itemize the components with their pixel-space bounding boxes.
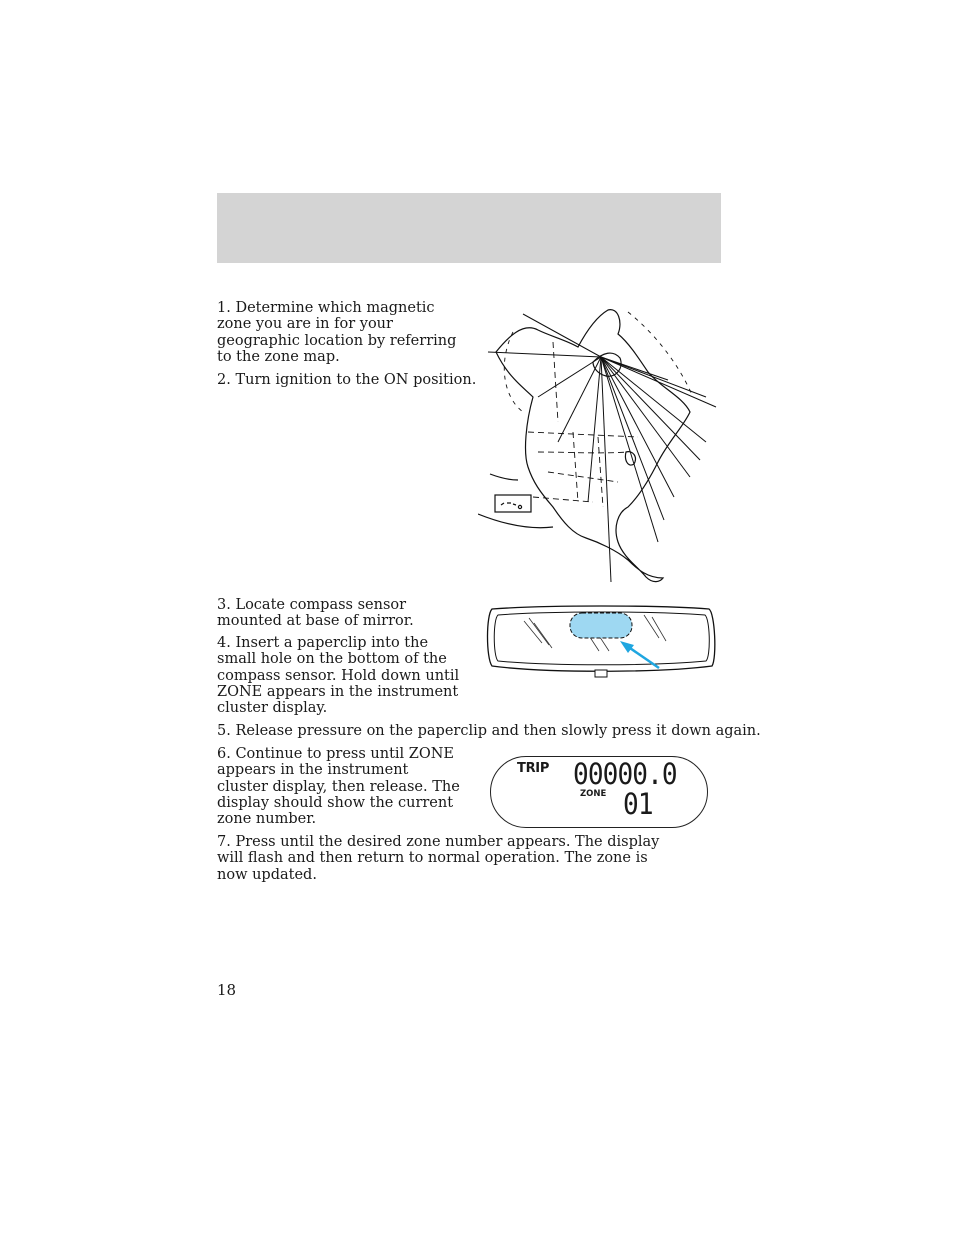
step-6: 6. Continue to press until ZONE appears in the instrument cluster display, then release. The display should show the current zone number. <box>217 746 460 828</box>
step-1: 1. Determine which magnetic zone you are in for your geographic location by referring to the zone map. <box>217 300 457 365</box>
mirror-figure <box>484 603 718 679</box>
zone-number: 01 <box>623 787 653 821</box>
step-4: 4. Insert a paperclip into the small hole on the bottom of the compass sensor. Hold down until ZONE appears in the instrument cluster display. <box>217 635 460 717</box>
step-7: 7. Press until the desired zone number appears. The display will flash and then return to normal operation. The zone is now updated. <box>217 834 660 883</box>
trip-label: TRIP <box>517 761 550 776</box>
step-5: 5. Release pressure on the paperclip and then slowly press it down again. <box>217 723 761 739</box>
zone-map-figure <box>478 302 723 590</box>
step-3: 3. Locate compass sensor mounted at base of mirror. <box>217 597 414 630</box>
compass-sensor <box>570 613 632 638</box>
header-band <box>217 193 721 263</box>
instrument-cluster-display <box>490 756 708 828</box>
zone-label: ZONE <box>580 789 607 799</box>
step-2: 2. Turn ignition to the ON position. <box>217 372 477 388</box>
odometer-value: 00000.0 <box>573 757 677 791</box>
page-number: 18 <box>217 981 237 999</box>
